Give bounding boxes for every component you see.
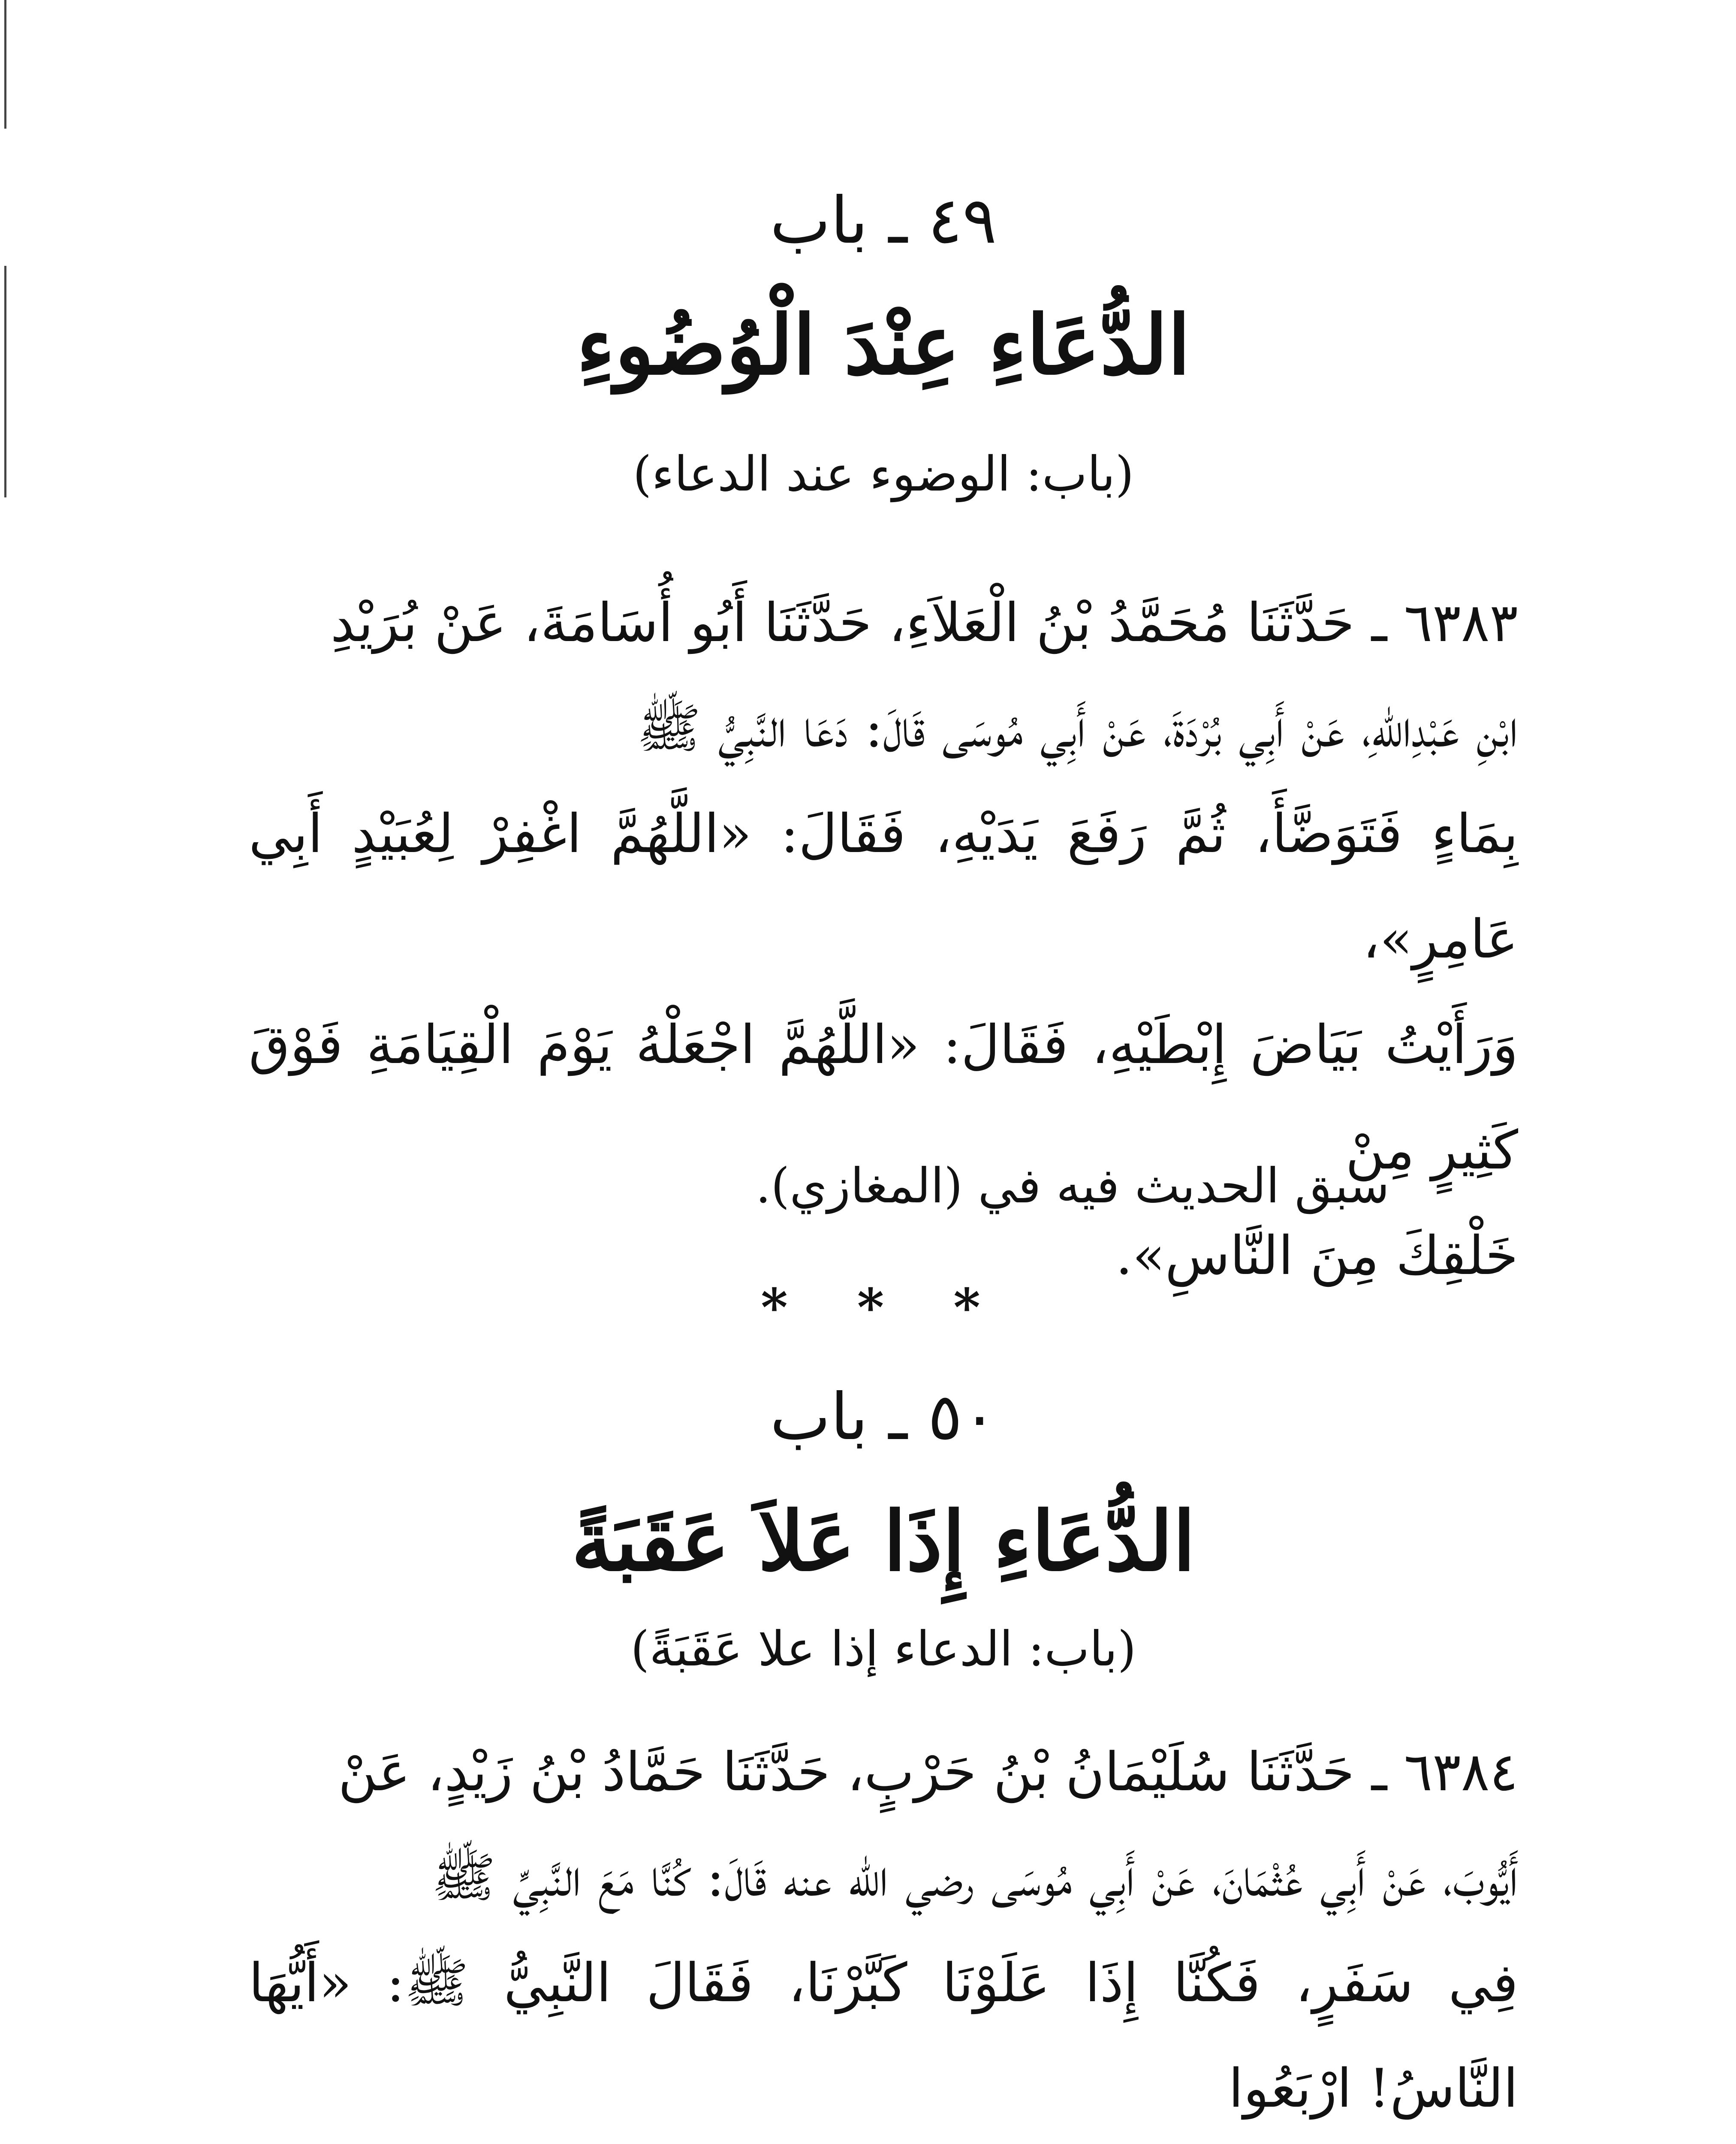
- section-49-title: الدُّعَاءِ عِنْدَ الْوُضُوءِ: [576, 297, 1190, 393]
- hadith-6383-line-1: ٦٣٨٣ ـ حَدَّثَنَا مُحَمَّدُ بْنُ الْعَلاَءِ، حَدَّثَنَا أَبُو أُسَامَةَ، عَنْ بُرَيْدِ: [330, 592, 1518, 654]
- margin-line-top: [4, 0, 6, 129]
- hadith-6383-note: سبق الحديث فيه في (المغازي).: [755, 1158, 1389, 1214]
- hadith-6383-line-5: خَلْقِكَ مِنَ النَّاسِ».: [1115, 1225, 1518, 1287]
- hadith-6384-line-2: أَيُّوبَ، عَنْ أَبِي عُثْمَانَ، عَنْ أَبِي مُوسَى رضي الله عنه قَالَ: كُنَّا مَعَ النَّبِيِّ ﷺ: [431, 1847, 1518, 1909]
- hadith-6384-line-3: فِي سَفَرٍ، فَكُنَّا إِذَا عَلَوْنَا كَبَّرْنَا، فَقَالَ النَّبِيُّ ﷺ: «أَيُّهَا النَّاسُ! ارْبَعُوا: [249, 1952, 1518, 2120]
- section-49-subtitle: (باب: الوضوء عند الدعاء): [633, 446, 1134, 502]
- section-50-subtitle: (باب: الدعاء إذا علا عَقَبَةً): [630, 1621, 1136, 1677]
- hadith-6384-line-4: [249, 2141, 1518, 2144]
- section-50-title: الدُّعَاءِ إِذَا عَلاَ عَقَبَةً: [571, 1494, 1196, 1589]
- section-49-number: ٤٩ ـ باب: [770, 184, 997, 258]
- hadith-6383-line-2: ابْنِ عَبْدِاللهِ، عَنْ أَبِي بُرْدَةَ، عَنْ أَبِي مُوسَى قَالَ: دَعَا النَّبِيُّ ﷺ: [636, 698, 1518, 759]
- margin-line-middle: [4, 266, 6, 497]
- section-separator: * * *: [761, 1277, 1006, 1338]
- hadith-6384: [249, 1719, 1518, 2144]
- hadith-6384-line-1: ٦٣٨٤ ـ حَدَّثَنَا سُلَيْمَانُ بْنُ حَرْبٍ، حَدَّثَنَا حَمَّادُ بْنُ زَيْدٍ، عَنْ: [338, 1741, 1518, 1803]
- section-50-number: ٥٠ ـ باب: [770, 1380, 997, 1454]
- hadith-6383-line-4: وَرَأَيْتُ بَيَاضَ إِبْطَيْهِ، فَقَالَ: «اللَّهُمَّ اجْعَلْهُ يَوْمَ الْقِيَامَةِ فَوْقَ كَثِيرٍ مِنْ: [249, 1014, 1518, 1181]
- hadith-6383-line-3: بِمَاءٍ فَتَوَضَّأَ، ثُمَّ رَفَعَ يَدَيْهِ، فَقَالَ: «اللَّهُمَّ اغْفِرْ لِعُبَيْدٍ أَبِي عَامِرٍ»،: [249, 803, 1518, 970]
